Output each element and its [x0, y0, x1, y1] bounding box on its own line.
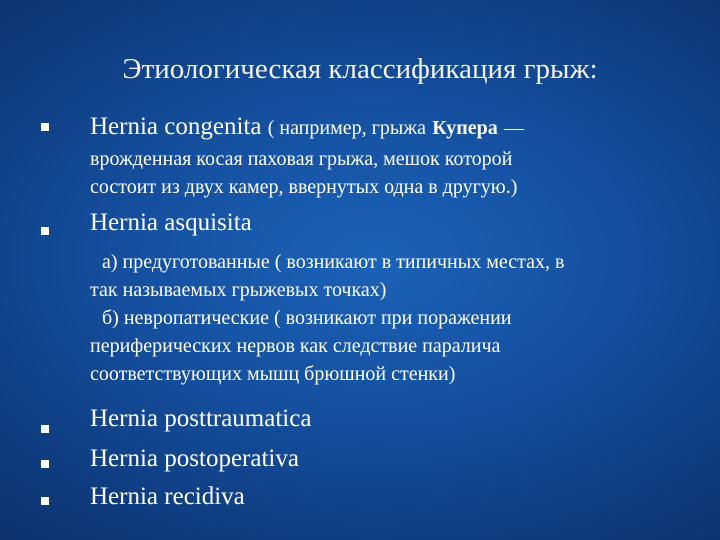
item-note: ( например, грыжа [267, 117, 426, 139]
item-heading: Hernia congenita [90, 113, 262, 140]
list-item-hernia-congenita [90, 112, 524, 143]
item-note-dash: — [504, 117, 524, 139]
detail-line: состоит из двух камер, ввернутых одна в другую.) [90, 176, 518, 198]
detail-line: б) невропатические ( возникают при поражении [102, 307, 512, 329]
list-item-hernia-asquisita [90, 208, 252, 238]
detail-line: а) предуготованные ( возникают в типичных местах, в [102, 251, 565, 273]
bullet-square-icon [41, 425, 49, 433]
item-heading: Hernia recidiva [90, 483, 245, 510]
slide-title: Этиологическая классификация грыж: [122, 53, 598, 85]
item-heading: Hernia asquisita [90, 209, 252, 236]
bullet-square-icon [41, 227, 49, 235]
detail-line: так называемых грыжевых точках) [90, 279, 387, 301]
detail-line: периферических нервов как следствие паралича [90, 335, 501, 357]
bullet-square-icon [41, 460, 49, 468]
bullet-square-icon [41, 497, 49, 505]
item-heading: Hernia postoperativa [90, 445, 299, 472]
list-item-hernia-posttraumatica [90, 404, 311, 434]
detail-line: врожденная косая паховая грыжа, мешок которой [90, 148, 513, 170]
item-details [90, 145, 690, 201]
detail-line: соответствующих мышц брюшной стенки) [90, 363, 456, 385]
item-heading: Hernia posttraumatica [90, 405, 312, 432]
item-note-bold: Купера [432, 117, 498, 139]
list-item-hernia-postoperativa [90, 444, 299, 474]
item-details [90, 248, 690, 388]
bullet-square-icon [41, 123, 49, 131]
list-item-hernia-recidiva [90, 482, 245, 512]
